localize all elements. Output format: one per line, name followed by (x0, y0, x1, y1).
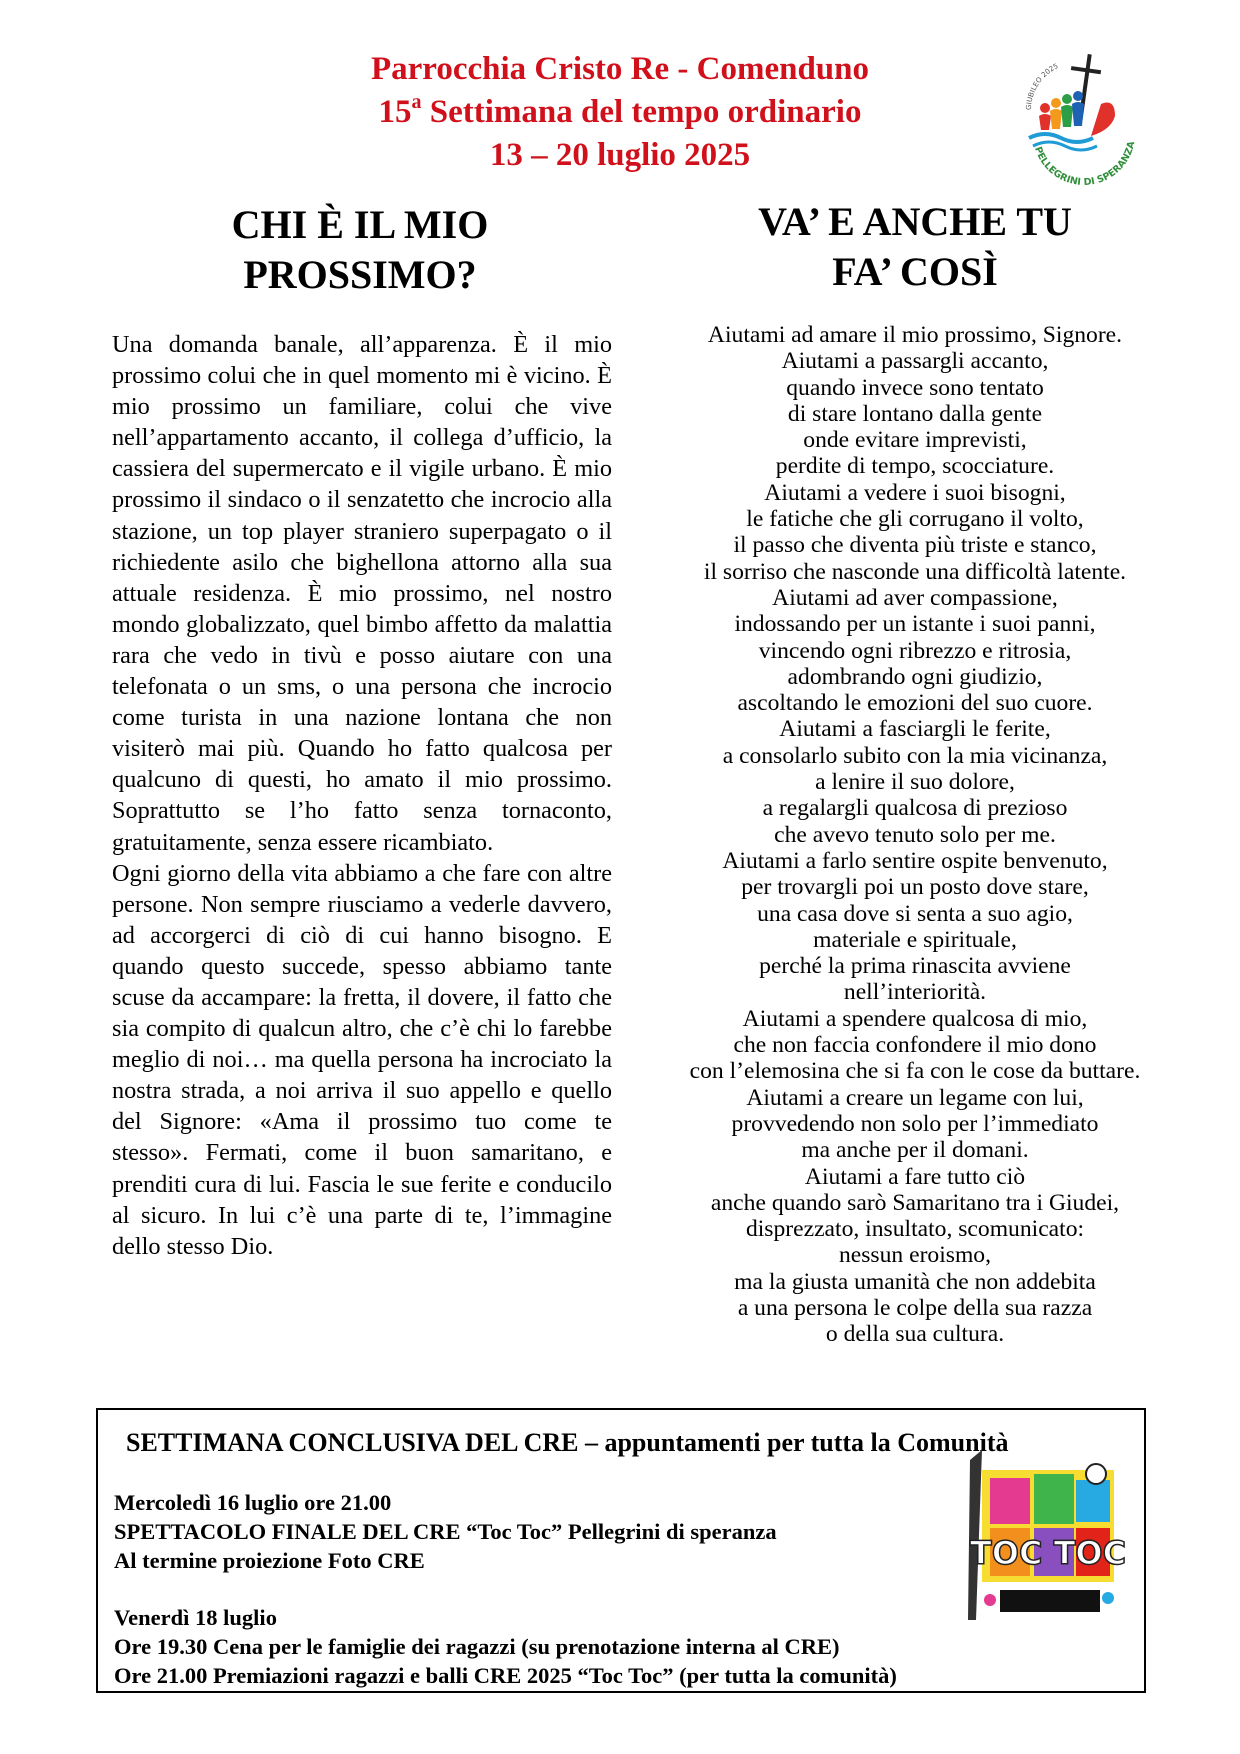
event-date: Venerdì 18 luglio (114, 1605, 277, 1630)
left-title-line-1: CHI È IL MIO (231, 202, 489, 247)
week-number: 15 (378, 94, 412, 130)
poem-line: anche quando sarò Samaritano tra i Giudei, (710, 1189, 1120, 1216)
poem-line: a regalargli qualcosa di prezioso (762, 795, 1068, 822)
jubilee-logo-icon (1005, 48, 1145, 188)
article-paragraph: Ogni giorno della vita abbiamo a che fare con altre persone. Non sempre riusciamo a vederle davvero, ad accorgerci di ciò di cui hanno bisogno. E quando questo succede, spesso abbiamo tante scuse da accampare: la fretta, il dovere, il fatto che sia compito di qualcun altro, che c’è chi lo farebbe meglio di noi… ma quella persona ha incrociato la nostra strada, a noi arriva il suo appello e quello del Signore: «Ama il prossimo tuo come te stesso». Fermati, come il buon samaritano, e prenditi cura di lui. Fascia le sue ferite e conducilo al sicuro. In lui c’è una parte di te, l’immagine dello stesso Dio. (112, 859, 612, 1260)
poem-line: per trovargli poi un posto dove stare, (741, 874, 1089, 901)
poem-line: Aiutami ad aver compassione, (772, 584, 1058, 611)
right-title-line-1: VA’ E ANCHE TU (758, 199, 1072, 244)
poem-line: che avevo tenuto solo per me. (774, 821, 1056, 848)
poem-line: nessun eroismo, (838, 1242, 992, 1269)
left-article-title (110, 200, 610, 300)
page-header (260, 48, 980, 177)
poem-line: con l’elemosina che si fa con le cose da buttare. (689, 1058, 1141, 1085)
poem-line: provvedendo non solo per l’immediato (731, 1110, 1099, 1137)
poem-line: ma la giusta umanità che non addebita (734, 1268, 1096, 1295)
week-title (260, 91, 980, 134)
poem-line: adombrando ogni giudizio, (787, 663, 1043, 690)
event-line: Ore 19.30 Cena per le famiglie dei ragazzi (su prenotazione interna al CRE) (114, 1634, 840, 1659)
poem-line: il sorriso che nasconde una difficoltà latente. (703, 558, 1127, 585)
week-ordinal: a (411, 91, 422, 113)
poem-line: una casa dove si senta a suo agio, (757, 900, 1073, 927)
poem-line: Aiutami a farlo sentire ospite benvenuto, (722, 847, 1108, 874)
event-line: Al termine proiezione Foto CRE (114, 1548, 425, 1573)
svg-text:PELLEGRINI DI SPERANZA (1032, 140, 1137, 188)
prayer-poem (650, 322, 1180, 1348)
poem-line: a consolarlo subito con la mia vicinanza, (722, 742, 1108, 769)
poem-line: o della sua cultura. (825, 1321, 1005, 1348)
poem-line: che non faccia confondere il mio dono (733, 1032, 1097, 1059)
poem-line: ascoltando le emozioni del suo cuore. (737, 690, 1093, 717)
poem-line: materiale e spirituale, (813, 926, 1017, 953)
poem-line: a lenire il suo dolore, (815, 769, 1015, 796)
poem-line: vincendo ogni ribrezzo e ritrosia, (758, 637, 1072, 664)
poem-line: Aiutami a fasciargli le ferite, (779, 716, 1051, 743)
article-paragraph: Una domanda banale, all’apparenza. È il mio prossimo colui che in quel momento mi è vicino. È mio prossimo un familiare, colui che vive nell’appartamento accanto, il collega d’ufficio, la cassiera del supermercato e il vigile urbano. È mio prossimo il sindaco o il senzatetto che incrocio alla stazione, un top player straniero superpagato o il richiedente asilo che bighellona attorno alla sua attuale residenza. È mio prossimo, nel nostro mondo globalizzato, quel bimbo affetto da malattia rara che vedo in tivù e posso aiutare con una telefonata o un sms, o una persona che incrocio come turista in una nazione lontana che non visiterò mai più. Quando ho fatto qualcosa per qualcuno di questi, ho amato il mio prossimo. Soprattutto se l’ho fatto senza tornaconto, gratuitamente, senza essere ricambiato. (112, 331, 612, 856)
poem-line: disprezzato, insultato, scomunicato: (745, 1216, 1085, 1243)
poem-line: Aiutami a fare tutto ciò (804, 1163, 1026, 1190)
right-article-title (660, 197, 1170, 297)
cre-events-box (96, 1408, 1146, 1693)
logo-ring-top: GIUBILEO 2025 (1024, 62, 1060, 111)
poem-line: di stare lontano dalla gente (787, 400, 1043, 427)
poem-line: Aiutami ad amare il mio prossimo, Signore. (707, 322, 1123, 348)
poem-line: Aiutami a vedere i suoi bisogni, (764, 479, 1066, 506)
poem-line: perché la prima rinascita avviene (759, 953, 1071, 980)
poem-line: Aiutami a passargli accanto, (781, 348, 1049, 375)
parish-name: Parrocchia Cristo Re - Comenduno (371, 51, 869, 87)
poem-line: ma anche per il domani. (801, 1137, 1029, 1164)
poem-line: Aiutami a spendere qualcosa di mio, (742, 1005, 1088, 1032)
poem-line: onde evitare imprevisti, (803, 427, 1027, 454)
left-article-body (112, 329, 612, 1262)
poem-line: indossando per un istante i suoi panni, (734, 611, 1096, 638)
cre-logo-text: TOC TOC (969, 1534, 1125, 1572)
poem-line: perdite di tempo, scocciature. (775, 453, 1055, 480)
poem-line: a una persona le colpe della sua razza (737, 1294, 1093, 1321)
event-line: SPETTACOLO FINALE DEL CRE “Toc Toc” Pellegrini di speranza (114, 1519, 777, 1544)
poem-line: quando invece sono tentato (786, 374, 1044, 401)
event-line: Ore 21.00 Premiazioni ragazzi e balli CRE 2025 “Toc Toc” (per tutta la comunità) (114, 1663, 897, 1688)
left-title-line-2: PROSSIMO? (243, 252, 477, 297)
cre-events-list (114, 1488, 1074, 1690)
poem-line: Aiutami a creare un legame con lui, (746, 1084, 1084, 1111)
logo-ring-bottom: PELLEGRINI DI SPERANZA (1032, 140, 1138, 188)
poem-line: il passo che diventa più triste e stanco, (733, 532, 1097, 559)
event-date: Mercoledì 16 luglio ore 21.00 (114, 1490, 392, 1515)
right-title-line-2: FA’ COSÌ (832, 249, 998, 294)
week-label: Settimana del tempo ordinario (421, 94, 862, 130)
poem-line: nell’interiorità. (843, 979, 987, 1006)
poem-line: le fatiche che gli corrugano il volto, (746, 506, 1084, 533)
date-range: 13 – 20 luglio 2025 (489, 137, 751, 173)
cre-box-title: SETTIMANA CONCLUSIVA DEL CRE – appuntamenti per tutta la Comunità (126, 1428, 1009, 1457)
toc-toc-logo-icon (960, 1440, 1125, 1630)
